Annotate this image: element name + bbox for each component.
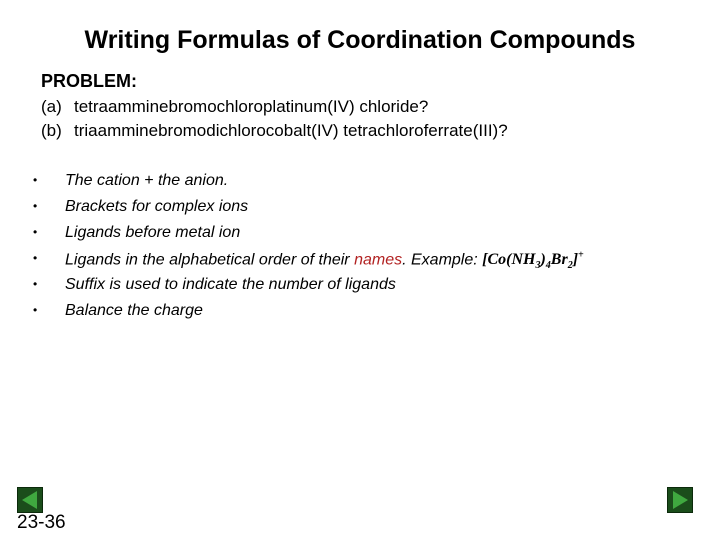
highlight-names: names	[354, 251, 403, 269]
example-formula: $[Co(NH_3)_4Br_2]^+$	[482, 250, 584, 272]
bullet-dot: •	[33, 199, 38, 213]
bullet-item	[0, 250, 720, 276]
bullet-item	[0, 276, 720, 302]
next-slide-button[interactable]	[667, 487, 693, 513]
bullet-text: Brackets for complex ions	[65, 198, 249, 215]
problem-line-b	[41, 121, 508, 141]
bullet-item	[0, 302, 720, 328]
problem-text: triaamminebromodichlorocobalt(IV) tetrachloroferrate(III)?	[74, 121, 508, 140]
bullet-text	[65, 250, 584, 272]
problem-tag: (b)	[41, 121, 62, 140]
slide-number: 23-36	[17, 512, 66, 533]
previous-slide-button[interactable]	[17, 487, 43, 513]
problem-text: tetraamminebromochloroplatinum(IV) chloride?	[74, 97, 429, 116]
bullet-text-after: . Example:	[402, 251, 483, 269]
problem-line-a	[41, 97, 428, 117]
bullet-dot: •	[33, 173, 38, 187]
bullet-item	[0, 224, 720, 250]
bullet-dot: •	[33, 251, 38, 265]
bullet-dot: •	[33, 277, 38, 291]
bullet-item	[0, 172, 720, 198]
triangle-left-icon	[18, 488, 42, 512]
bullet-dot: •	[33, 225, 38, 239]
bullet-item	[0, 198, 720, 224]
problem-label: PROBLEM:	[41, 71, 137, 91]
bullet-text: The cation + the anion.	[65, 172, 229, 189]
problem-tag: (a)	[41, 97, 62, 116]
triangle-right-icon	[668, 488, 692, 512]
bullet-dot: •	[33, 303, 38, 317]
bullet-text-before: Ligands in the alphabetical order of their	[65, 251, 355, 269]
bullet-text: Ligands before metal ion	[65, 224, 241, 241]
bullet-text: Balance the charge	[65, 302, 203, 319]
bullet-text: Suffix is used to indicate the number of ligands	[65, 276, 396, 293]
slide-title: Writing Formulas of Coordination Compounds	[84, 26, 636, 54]
